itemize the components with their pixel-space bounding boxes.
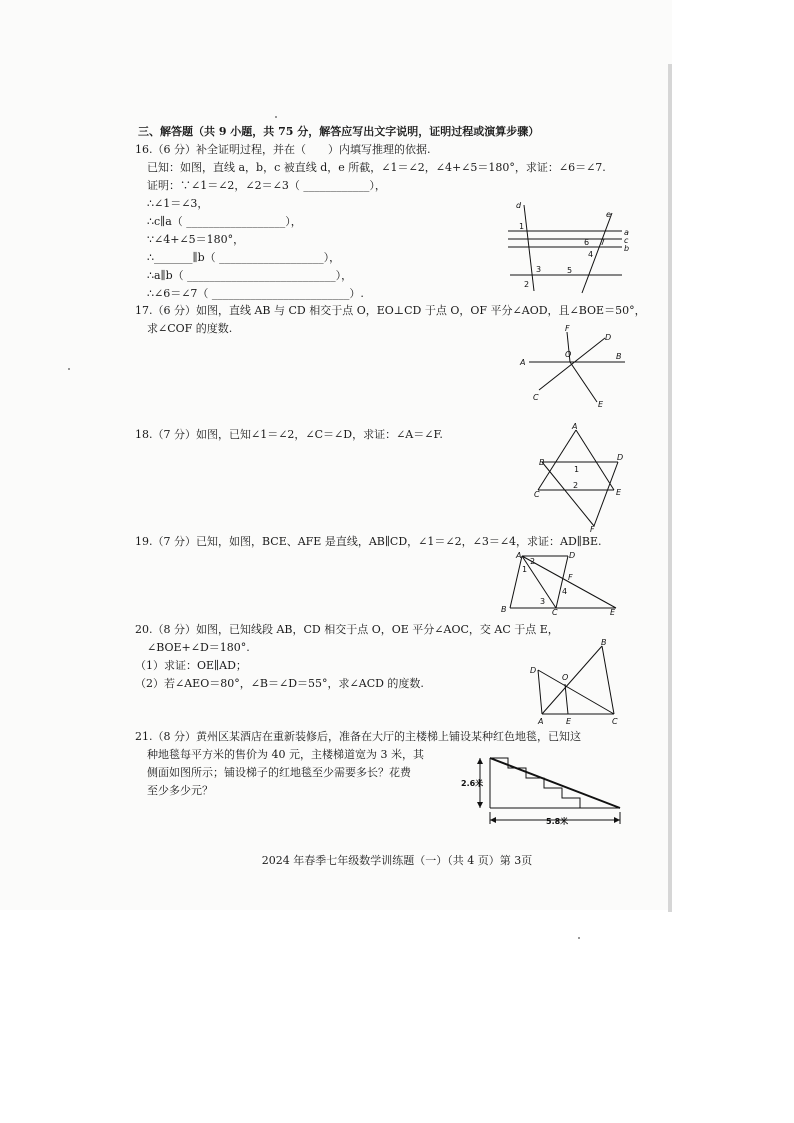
fig-label: 2 [530,557,536,566]
speck [578,937,580,939]
q16-line: ∴∠6＝∠7（ _________________________）. [147,287,364,300]
line-DC [556,556,568,608]
fig-label: 4 [588,250,594,259]
fig-label: B [616,352,622,361]
fig-label: e [606,210,611,219]
q20-line: ∠BOE+∠D＝180°. [147,641,250,654]
fig-label: B [539,458,545,467]
fig-label: 2 [524,280,530,289]
q16-line: ∵∠4+∠5＝180°， [147,233,245,246]
speck [275,116,277,118]
fig-label: 1 [574,465,580,474]
fig-label: 3 [540,597,546,606]
q16-line: ∴a∥b（ ___________________________）， [147,269,353,282]
line-OE [565,684,568,714]
height-label: 2.6米 [461,779,484,788]
fig-label: 4 [562,587,568,596]
page-footer: 2024 年春季七年级数学训练题（一）（共 4 页）第 3页 [261,854,533,867]
fig-label: 7 [600,238,606,247]
fig-label: E [566,717,572,726]
q20-line: （1）求证：OE∥AD； [135,659,247,672]
fig-label: A [520,358,526,367]
line-AE [576,430,614,490]
fig-label: D [530,666,537,675]
fig-label: b [624,244,630,253]
line-AB [510,556,522,608]
fig-label: E [610,608,616,616]
line-BC [602,646,614,714]
q16-line: ∴c∥a（ __________________）， [147,215,302,228]
fig-label: C [533,393,539,402]
line-DF [594,462,618,526]
line-CD [539,338,605,390]
ray-OE [570,362,597,402]
fig-label: E [616,488,622,497]
fig-label: 6 [584,238,590,247]
q18-figure [530,422,630,532]
q21-line: 种地毯每平方米的售价为 40 元，主楼梯道宽为 3 米，其 [147,748,424,761]
fig-label: D [617,453,624,462]
line-d [524,205,534,291]
fig-label: A [516,551,522,560]
q18-line: 18.（7 分）如图，已知∠1＝∠2，∠C＝∠D，求证：∠A＝∠F. [135,428,443,441]
fig-label: A [572,422,578,431]
fig-label: C [612,717,618,726]
fig-label: 5 [567,266,573,275]
q20-line: （2）若∠AEO＝80°，∠B＝∠D＝55°，求∠ACD 的度数. [135,677,424,690]
width-label: 5.8米 [546,817,569,826]
fig-label: A [538,717,544,726]
fig-label: 1 [522,565,528,574]
fig-label: D [569,551,576,560]
fig-label: 3 [536,265,542,274]
fig-label: B [601,638,607,647]
line-DC [538,670,614,714]
q19-figure [498,550,623,616]
q16-line: 证明：∵∠1＝∠2，∠2＝∠3（ ____________）， [147,179,386,192]
q20-figure [530,636,630,728]
fig-label: a [624,228,629,237]
fig-label: F [590,525,595,532]
fig-label: C [552,608,558,616]
fig-label: F [568,573,573,582]
fig-label: d [516,201,522,210]
fig-label: c [624,236,629,245]
stair-hypotenuse [490,758,620,808]
q20-line: 20.（8 分）如图，已知线段 AB，CD 相交于点 O，OE 平分∠AOC，交 AC 于点 E， [135,623,559,636]
fig-label: B [501,605,507,614]
q21-line: 侧面如图所示；铺设梯子的红地毯至少需要多长？花费 [147,766,411,779]
q17-line: 17.（6 分）如图，直线 AB 与 CD 相交于点 O，EO⊥CD 于点 O，OF 平分∠AOD，且∠BOE＝50°， [135,304,646,317]
fig-label: 1 [519,222,525,231]
line-e [582,213,612,293]
line-BF [542,462,594,526]
q21-stair-figure [460,750,630,830]
section-title: 三、解答题（共 9 小题，共 75 分，解答应写出文字说明，证明过程或演算步骤） [138,125,540,138]
fig-label: O [562,673,569,682]
q17-figure [515,322,630,410]
fig-label: O [565,350,572,359]
line-AC [522,556,556,608]
fig-label: 2 [573,481,579,490]
q16-line: ∴∠1＝∠3， [147,197,209,210]
q16-figure [500,195,630,295]
line-AB [542,646,602,714]
q21-line: 21.（8 分）黄州区某酒店在重新装修后，准备在大厅的主楼梯上铺设某种红色地毯，已知这 [135,730,581,743]
fig-label: E [598,400,604,409]
fig-label: C [534,490,540,499]
q16-line: ∴_______∥b（ ___________________）， [147,251,341,264]
q17-line: 求∠COF 的度数. [147,322,233,335]
q19-line: 19.（7 分）已知，如图，BCE、AFE 是直线，AB∥CD，∠1＝∠2，∠3＝∠4，求证：AD∥BE. [135,535,602,548]
fig-label: D [605,333,612,342]
q16-given: 已知：如图，直线 a，b，c 被直线 d，e 所截，∠1＝∠2，∠4+∠5＝180°，求证：∠6＝∠7. [147,161,606,174]
speck [68,368,70,370]
fig-label: F [565,324,570,333]
q16-head: 16.（6 分）补全证明过程，并在（ ）内填写推理的依据. [135,143,431,156]
q21-line: 至少多少元？ [147,784,213,797]
line-AE [522,556,616,608]
line-DA [538,670,542,714]
paper-edge [668,64,672,912]
